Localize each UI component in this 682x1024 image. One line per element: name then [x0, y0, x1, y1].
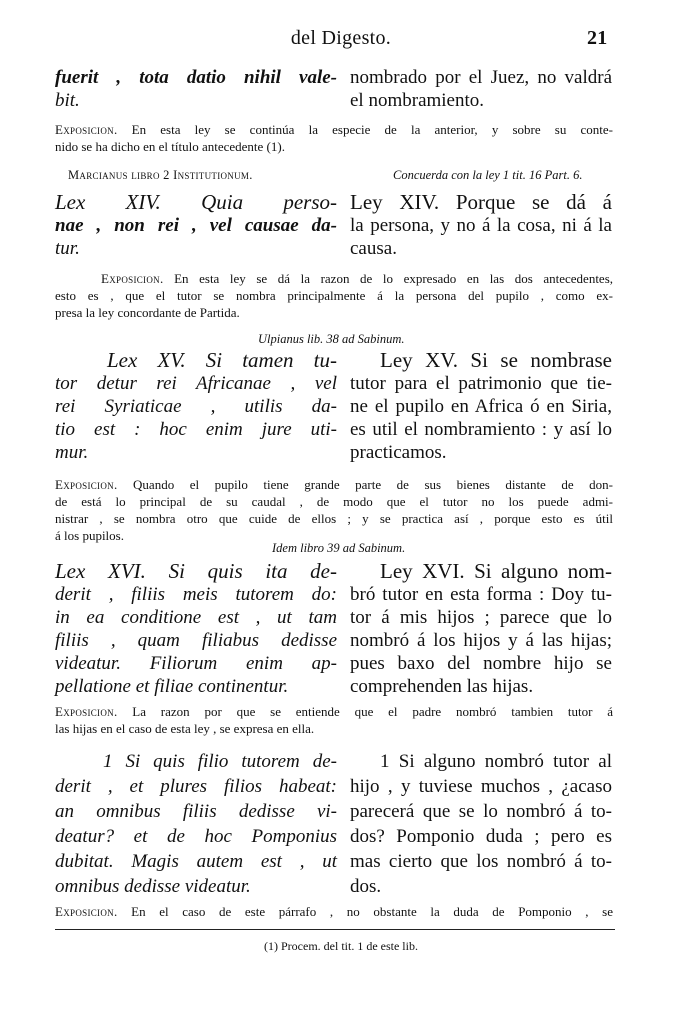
spanish-line: Ley XIV. Porque se dá á: [350, 190, 612, 214]
exposicion-label: Exposicion.: [55, 122, 118, 137]
exposicion-line: de está lo principal de su caudal , de modo que el tutor no los puede admi-: [55, 494, 613, 509]
exposicion-1: [55, 121, 613, 155]
spanish-line: causa.: [350, 238, 397, 259]
latin-text-5: [55, 749, 337, 899]
exposicion-line: presa la ley concordante de Partida.: [55, 305, 240, 320]
spanish-text-4: [350, 560, 612, 698]
spanish-line: hijo , y tuviese muchos , ¿acaso: [350, 776, 612, 797]
exposicion-label: Exposicion.: [101, 271, 164, 286]
latin-line: deatur? et de hoc Pomponius: [55, 826, 337, 847]
latin-line: videatur. Filiorum enim ap-: [55, 653, 337, 674]
exposicion-line: En esta ley se dá la razon de lo expresado en las dos antecedentes,: [174, 271, 614, 286]
latin-text-1: [55, 66, 337, 112]
spanish-text-3: [350, 349, 612, 464]
latin-text-4: [55, 560, 337, 698]
spanish-line: nombró á los hijos y á las hijas;: [350, 630, 612, 651]
latin-line: 1 Si quis filio tutorem de-: [103, 751, 337, 772]
spanish-line: dos? Pomponio duda ; pero es: [350, 826, 612, 847]
latin-line: fuerit , tota datio nihil vale-: [55, 67, 337, 88]
latin-line: Lex XIV. Quia perso-: [55, 190, 337, 214]
spanish-line: pues baxo del nombre hijo se: [350, 653, 612, 674]
latin-line: tur.: [55, 238, 80, 259]
spanish-line: comprehenden las hijas.: [350, 676, 534, 697]
latin-line: mur.: [55, 442, 89, 463]
footnote-rule: [55, 929, 615, 930]
latin-line: pellatione et filiae continentur.: [55, 676, 289, 697]
exposicion-label: Exposicion.: [55, 704, 118, 719]
exposicion-line: esto es , que el tutor se nombra principalmente á la persona del pupilo , como ex-: [55, 288, 613, 303]
spanish-line: tor á mis hijos ; parece que lo: [350, 607, 612, 628]
latin-line: Lex XVI. Si quis ita de-: [55, 559, 337, 583]
spanish-text-1: [350, 66, 612, 112]
source-citation-left: Marcianus libro 2 Institutionum.: [68, 168, 253, 182]
exposicion-line: nistrar , se nombra otro que cuide de ellos ; y se practica así , porque esto es útil: [55, 511, 613, 526]
footnote: (1) Procem. del tit. 1 de este lib.: [264, 939, 418, 953]
spanish-line: practicamos.: [350, 442, 447, 463]
spanish-line: es util el nombramiento : y así lo: [350, 419, 612, 440]
spanish-line: Ley XVI. Si alguno nom-: [380, 559, 612, 583]
spanish-line: la persona, y no á la cosa, ni á la: [350, 215, 612, 236]
latin-line: bit.: [55, 90, 80, 111]
source-citation: Idem libro 39 ad Sabinum.: [272, 541, 406, 555]
latin-text-3: [55, 349, 337, 464]
running-head: del Digesto.: [290, 27, 392, 49]
exposicion-line: En esta ley se continúa la especie de la anterior, y sobre su conte-: [131, 122, 614, 137]
exposicion-line: nido se ha dicho en el título antecedente (1).: [55, 139, 285, 154]
spanish-line: tutor para el patrimonio que tie-: [350, 373, 612, 394]
spanish-line: bró tutor en esta forma : Doy tu-: [350, 584, 612, 605]
latin-line: in ea conditione est , ut tam: [55, 607, 337, 628]
spanish-text-5: [350, 749, 612, 899]
spanish-line: 1 Si alguno nombró tutor al: [380, 751, 612, 772]
spanish-line: nombrado por el Juez, no valdrá: [350, 67, 612, 88]
concordance-note: Concuerda con la ley 1 tit. 16 Part. 6.: [393, 168, 583, 182]
spanish-line: dos.: [350, 876, 382, 897]
exposicion-line: Quando el pupilo tiene grande parte de sus bienes distante de don-: [133, 477, 614, 492]
exposicion-2: [55, 270, 613, 321]
latin-line: tio est : hoc enim jure uti-: [55, 419, 337, 440]
exposicion-3: [55, 476, 613, 544]
spanish-line: mas cierto que los nombró á to-: [350, 851, 612, 872]
source-citation: Ulpianus lib. 38 ad Sabinum.: [258, 332, 405, 346]
latin-line: omnibus dedisse videatur.: [55, 876, 251, 897]
latin-line: dubitat. Magis autem est , ut: [55, 851, 337, 872]
exposicion-label: Exposicion.: [55, 477, 118, 492]
latin-line: nae , non rei , vel causae da-: [55, 215, 337, 236]
exposicion-line: las hijas en el caso de esta ley , se expresa en ella.: [55, 721, 315, 736]
latin-line: derit , filiis meis tutorem do:: [55, 584, 337, 605]
page-number: 21: [587, 27, 608, 49]
latin-text-2: [55, 191, 337, 260]
latin-line: filiis , quam filiabus dedisse: [55, 630, 337, 651]
exposicion-label: Exposicion.: [55, 904, 118, 919]
latin-line: rei Syriaticae , utilis da-: [55, 396, 337, 417]
spanish-line: Ley XV. Si se nombrase: [380, 348, 612, 372]
latin-line: derit , et plures filios habeat:: [55, 776, 337, 797]
spanish-line: el nombramiento.: [350, 90, 485, 111]
exposicion-line: á los pupilos.: [55, 528, 124, 543]
latin-line: tor detur rei Africanae , vel: [55, 373, 337, 394]
latin-line: an omnibus filiis dedisse vi-: [55, 801, 337, 822]
exposicion-line: La razon por que se entiende que el padre nombró tambien tutor á: [132, 704, 614, 719]
latin-line: Lex XV. Si tamen tu-: [107, 348, 337, 372]
exposicion-5: [55, 903, 613, 920]
exposicion-4: [55, 703, 613, 737]
spanish-text-2: [350, 191, 612, 260]
spanish-line: parecerá que se lo nombró á to-: [350, 801, 612, 822]
exposicion-line: En el caso de este párrafo , no obstante la duda de Pomponio , se: [131, 904, 613, 919]
spanish-line: ne el pupilo en Africa ó en Siria,: [350, 396, 612, 417]
